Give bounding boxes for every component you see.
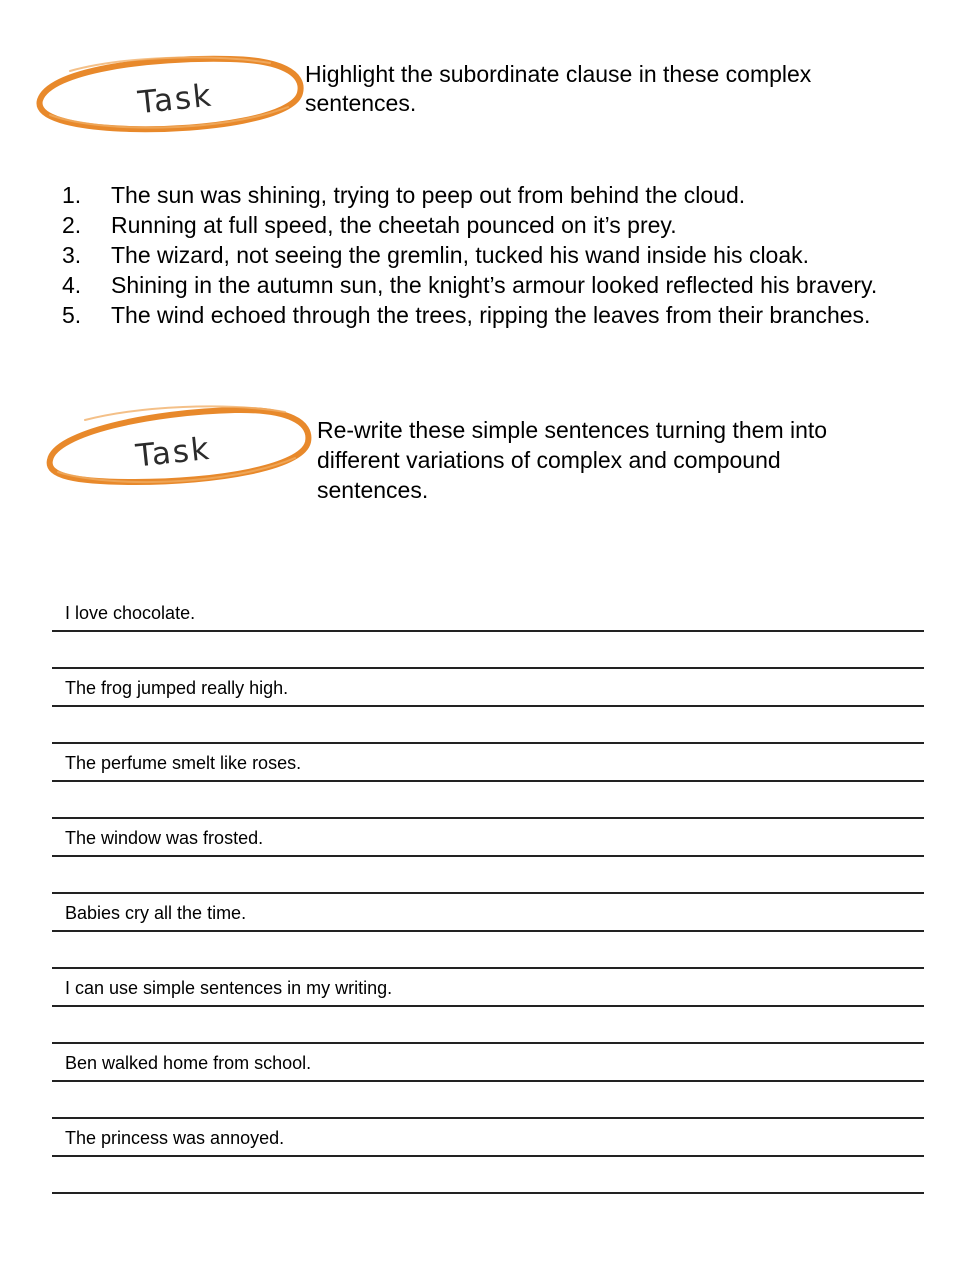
task-badge-two: [40, 398, 315, 493]
writing-line[interactable]: [52, 669, 924, 707]
writing-line[interactable]: [52, 932, 924, 969]
writing-line[interactable]: [52, 782, 924, 819]
rewrite-writing-lines: [52, 594, 924, 1194]
rewrite-line-group: [52, 894, 924, 969]
rewrite-line-group: [52, 1044, 924, 1119]
task-badge-one: [30, 45, 310, 140]
writing-line[interactable]: [52, 1157, 924, 1194]
task-badge-label: Task: [134, 430, 213, 475]
list-item-text: Shining in the autumn sun, the knight’s armour looked reflected his bravery.: [111, 272, 878, 298]
writing-line[interactable]: [52, 707, 924, 744]
list-item-number: 3.: [62, 242, 82, 268]
list-item-number: 4.: [62, 272, 82, 298]
list-item: [62, 240, 877, 270]
list-item: [62, 180, 877, 210]
simple-sentence-prompt: Babies cry all the time.: [65, 903, 247, 923]
rewrite-line-group: [52, 819, 924, 894]
simple-sentence-prompt: The frog jumped really high.: [65, 678, 289, 698]
writing-line[interactable]: [52, 1119, 924, 1157]
simple-sentence-prompt: I love chocolate.: [65, 603, 196, 623]
task-two-instruction: Re-write these simple sentences turning them into different variations of complex and compound sentences.: [317, 417, 828, 503]
writing-line[interactable]: [52, 857, 924, 894]
writing-line[interactable]: [52, 969, 924, 1007]
list-item: [62, 300, 877, 330]
writing-line[interactable]: [52, 1044, 924, 1082]
writing-line[interactable]: [52, 894, 924, 932]
list-item-text: The sun was shining, trying to peep out from behind the cloud.: [111, 182, 746, 208]
list-item-text: The wind echoed through the trees, ripping the leaves from their branches.: [111, 302, 871, 328]
rewrite-line-group: [52, 969, 924, 1044]
rewrite-line-group: [52, 1119, 924, 1194]
task-one-instruction: Highlight the subordinate clause in these complex sentences.: [305, 61, 812, 116]
task-badge-label: Task: [136, 77, 215, 122]
simple-sentence-prompt: The princess was annoyed.: [65, 1128, 285, 1148]
writing-line[interactable]: [52, 744, 924, 782]
list-item-number: 5.: [62, 302, 82, 328]
writing-line[interactable]: [52, 632, 924, 669]
simple-sentence-prompt: The window was frosted.: [65, 828, 264, 848]
writing-line[interactable]: [52, 1082, 924, 1119]
subordinate-clause-sentence-list: [62, 180, 877, 330]
list-item: [62, 210, 877, 240]
rewrite-line-group: [52, 594, 924, 669]
list-item-number: 2.: [62, 212, 82, 238]
list-item-number: 1.: [62, 182, 82, 208]
simple-sentence-prompt: Ben walked home from school.: [65, 1053, 312, 1073]
simple-sentence-prompt: I can use simple sentences in my writing.: [65, 978, 393, 998]
simple-sentence-prompt: The perfume smelt like roses.: [65, 753, 302, 773]
list-item-text: The wizard, not seeing the gremlin, tucked his wand inside his cloak.: [111, 242, 810, 268]
list-item: [62, 270, 877, 300]
writing-line[interactable]: [52, 594, 924, 632]
list-item-text: Running at full speed, the cheetah pounced on it’s prey.: [111, 212, 677, 238]
rewrite-line-group: [52, 669, 924, 744]
writing-line[interactable]: [52, 819, 924, 857]
writing-line[interactable]: [52, 1007, 924, 1044]
rewrite-line-group: [52, 744, 924, 819]
